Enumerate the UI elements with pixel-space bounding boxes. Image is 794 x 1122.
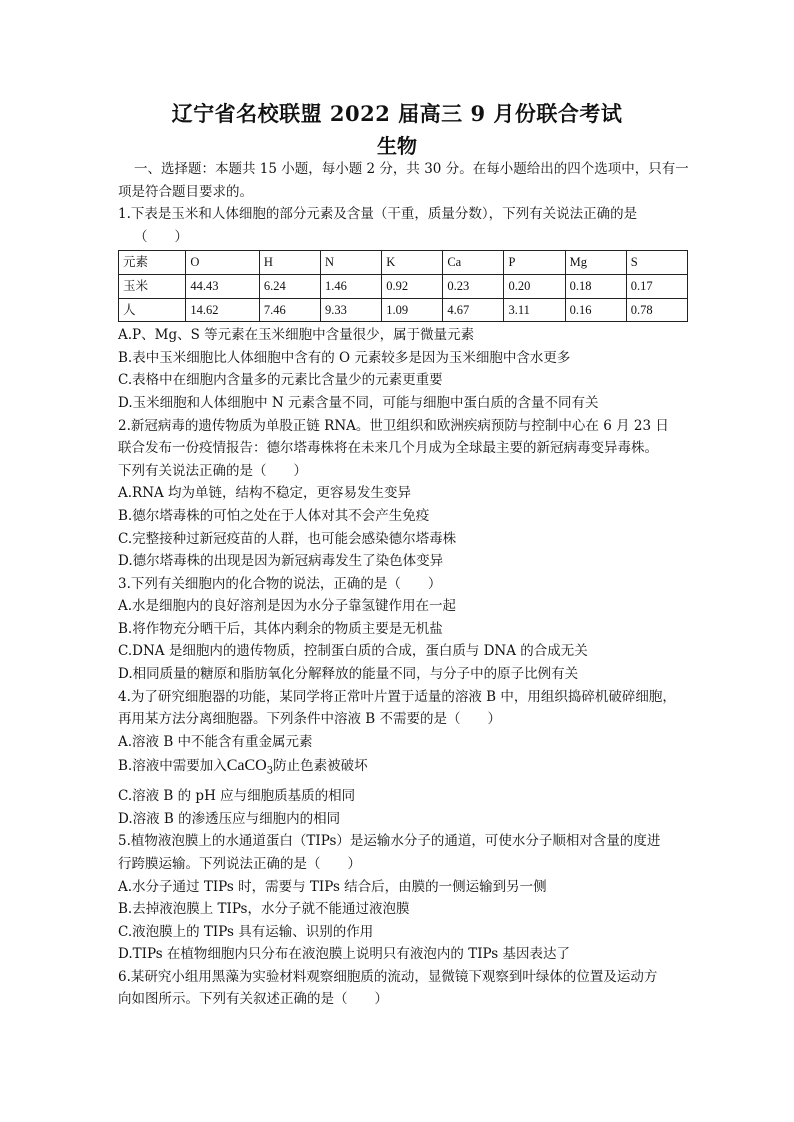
table-cell: 1.46 bbox=[321, 274, 382, 298]
table-cell: H bbox=[259, 251, 320, 275]
table-cell: 0.78 bbox=[626, 298, 687, 322]
question-2-option-a: A.RNA 均为单链，结构不稳定，更容易发生变异 bbox=[118, 485, 412, 502]
table-cell: Mg bbox=[565, 251, 626, 275]
table-cell: 人 bbox=[119, 298, 186, 322]
question-2-option-c: C.完整接种过新冠疫苗的人群，也可能会感染德尔塔毒株 bbox=[118, 530, 457, 547]
section-instruction: 一、选择题：本题共 15 小题，每小题 2 分，共 30 分。在每小题给出的四个选项中，只有一 bbox=[134, 161, 689, 177]
question-6-stem-cont: 向如图所示。下列有关叙述正确的是（ ） bbox=[118, 991, 388, 1008]
question-4-stem-cont: 再用某方法分离细胞器。下列条件中溶液 B 不需要的是（ ） bbox=[118, 711, 502, 728]
table-row bbox=[119, 298, 688, 322]
table-cell: 3.11 bbox=[504, 298, 565, 322]
table-cell: 元素 bbox=[119, 251, 186, 275]
question-3-option-a: A.水是细胞内的良好溶剂是因为水分子靠氢键作用在一起 bbox=[118, 598, 457, 615]
chemical-formula: CaCO bbox=[226, 757, 267, 775]
subject-title: 生物 bbox=[377, 134, 417, 158]
question-3-stem: 3.下列有关细胞内的化合物的说法，正确的是（ ） bbox=[118, 575, 442, 592]
question-6-stem: 6.某研究小组用黑藻为实验材料观察细胞质的流动，显微镜下观察到叶绿体的位置及运动方 bbox=[118, 968, 658, 985]
option-b-suffix: 防止色素被破坏 bbox=[273, 758, 368, 775]
chemical-subscript: 3 bbox=[266, 766, 274, 778]
question-2-option-d: D.德尔塔毒株的出现是因为新冠病毒发生了染色体变异 bbox=[118, 553, 444, 570]
question-5-option-b: B.去掉液泡膜上 TIPs，水分子就不能通过液泡膜 bbox=[118, 901, 410, 918]
question-2-option-b: B.德尔塔毒株的可怕之处在于人体对其不会产生免疫 bbox=[118, 507, 430, 524]
table-cell: K bbox=[382, 251, 443, 275]
question-4-option-d: D.溶液 B 的渗透压应与细胞内的相同 bbox=[118, 810, 341, 827]
question-4-option-a: A.溶液 B 中不能含有重金属元素 bbox=[118, 733, 313, 750]
table-cell: 9.33 bbox=[321, 298, 382, 322]
table-cell: 7.46 bbox=[259, 298, 320, 322]
question-1-bracket: （ ） bbox=[134, 228, 188, 245]
question-4-stem: 4.为了研究细胞器的功能，某同学将正常叶片置于适量的溶液 B 中，用组织捣碎机破碎细胞， bbox=[118, 688, 676, 705]
question-3-option-b: B.将作物充分晒干后，其体内剩余的物质主要是无机盐 bbox=[118, 620, 443, 637]
table-cell: 1.09 bbox=[382, 298, 443, 322]
question-4-option-b bbox=[118, 753, 686, 785]
question-1-option-a: A.P、Mg、S 等元素在玉米细胞中含量很少，属于微量元素 bbox=[118, 327, 475, 344]
question-5-stem: 5.植物液泡膜上的水通道蛋白（TIPs）是运输水分子的通道，可使水分子顺相对含量的度进 bbox=[118, 833, 661, 850]
table-cell: 4.67 bbox=[443, 298, 504, 322]
table-cell: O bbox=[186, 251, 260, 275]
table-cell: Ca bbox=[443, 251, 504, 275]
table-cell: 玉米 bbox=[119, 274, 186, 298]
question-5-stem-cont: 行跨膜运输。下列说法正确的是（ ） bbox=[118, 855, 361, 872]
table-row bbox=[119, 274, 688, 298]
question-5-option-d: D.TIPs 在植物细胞内只分布在液泡膜上说明只有液泡内的 TIPs 基因表达了 bbox=[118, 946, 570, 963]
option-b-prefix: B.溶液中需要加入 bbox=[118, 758, 227, 775]
question-2-stem: 2.新冠病毒的遗传物质为单股正链 RNA。世卫组织和欧洲疾病预防与控制中心在 6 月 23 日 bbox=[118, 417, 669, 434]
exam-body bbox=[118, 158, 689, 1011]
section-instruction-cont: 项是符合题目要求的。 bbox=[118, 183, 253, 200]
page-title: 辽宁省名校联盟 2022 届高三 9 月份联合考试 bbox=[171, 101, 623, 126]
table-cell: 6.24 bbox=[259, 274, 320, 298]
question-2-stem-cont: 下列有关说法正确的是（ ） bbox=[118, 462, 307, 479]
table-cell: 0.92 bbox=[382, 274, 443, 298]
question-4-option-c: C.溶液 B 的 pH 应与细胞质基质的相同 bbox=[118, 788, 356, 805]
table-cell: 0.16 bbox=[565, 298, 626, 322]
table-cell: 0.17 bbox=[626, 274, 687, 298]
question-3-option-d: D.相同质量的糖原和脂肪氧化分解释放的能量不同，与分子中的原子比例有关 bbox=[118, 666, 579, 683]
table-cell: 0.18 bbox=[565, 274, 626, 298]
question-5-option-c: C.液泡膜上的 TIPs 具有运输、识别的作用 bbox=[118, 923, 374, 940]
table-cell: 0.23 bbox=[443, 274, 504, 298]
table-cell: 14.62 bbox=[186, 298, 260, 322]
question-1-option-d: D.玉米细胞和人体细胞中 N 元素含量不同，可能与细胞中蛋白质的含量不同有关 bbox=[118, 394, 599, 411]
question-5-option-a: A.水分子通过 TIPs 时，需要与 TIPs 结合后，由膜的一侧运输到另一侧 bbox=[118, 878, 547, 895]
table-header-row bbox=[119, 251, 688, 275]
table-cell: 44.43 bbox=[186, 274, 260, 298]
question-1-option-c: C.表格中在细胞内含量多的元素比含量少的元素更重要 bbox=[118, 372, 443, 389]
question-3-option-c: C.DNA 是细胞内的遗传物质，控制蛋白质的合成，蛋白质与 DNA 的合成无关 bbox=[118, 643, 588, 660]
table-cell: S bbox=[626, 251, 687, 275]
element-content-table bbox=[118, 250, 688, 322]
question-2-stem-cont: 联合发布一份疫情报告：德尔塔毒株将在未来几个月成为全球最主要的新冠病毒变异毒株。 bbox=[118, 440, 658, 457]
table-cell: 0.20 bbox=[504, 274, 565, 298]
table-cell: P bbox=[504, 251, 565, 275]
question-1-stem: 1.下表是玉米和人体细胞的部分元素及含量（干重，质量分数），下列有关说法正确的是 bbox=[118, 206, 638, 223]
question-1-option-b: B.表中玉米细胞比人体细胞中含有的 O 元素较多是因为玉米细胞中含水更多 bbox=[118, 349, 571, 366]
table-cell: N bbox=[321, 251, 382, 275]
